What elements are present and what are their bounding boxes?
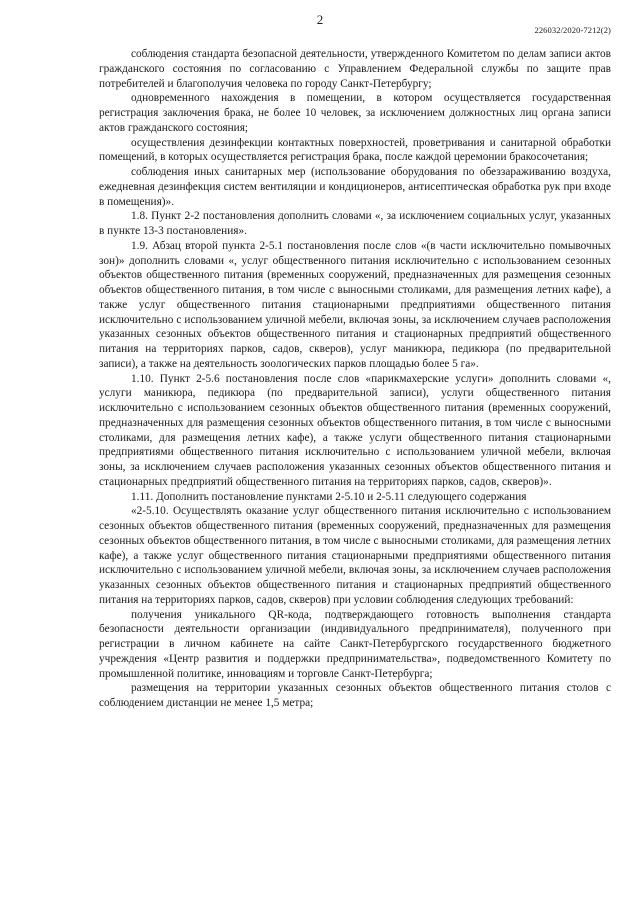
paragraph-1-10: 1.10. Пункт 2-5.6 постановления после слов «парикмахерские услуги» дополнить словами «, услуги маникюра, педикюра (по предварительной записи), услуги общественного питания исключительно с использованием сезонных объектов общественного питания (временных сооружений, предназначенных для размещения сезонных объектов общественного питания, в том числе с выносными столиками, для размещения летних кафе), а также услуги общественного питания стационарными предприятиями общественного питания исключительно с использованием уличной мебели, включая зоны, за исключением случаев расположения указанных сезонных объектов общественного питания и стационарных предприятий общественного питания на территориях парков, садов, скверов)». xyxy=(99,372,611,488)
paragraph-1-8: 1.8. Пункт 2-2 постановления дополнить словами «, за исключением социальных услуг, указанных в пункте 13-3 постановления». xyxy=(99,210,611,237)
paragraph-2-5-10: «2-5.10. Осуществлять оказание услуг общественного питания исключительно с использованием сезонных объектов общественного питания (временных сооружений, предназначенных для размещения сезонных объектов общественного питания, в том числе с выносными столиками, для размещения летних кафе), а также услуг общественного питания стационарными предприятиями общественного питания исключительно с использованием уличной мебели, включая зоны, за исключением случаев расположения указанных сезонных объектов общественного питания и стационарных предприятий общественного питания на территориях парков, садов, скверов) при условии соблюдения следующих требований: xyxy=(99,505,611,606)
document-body xyxy=(99,47,611,711)
paragraph-sanitary-measures: соблюдения иных санитарных мер (использование оборудования по обеззараживанию воздуха, ежедневная дезинфекция систем вентиляции и кондиционеров, антисептическая обработка рук при входе в помещения)». xyxy=(99,166,611,208)
page-number: 2 xyxy=(316,12,324,27)
document-id: 226032/2020-7212(2) xyxy=(534,25,611,35)
paragraph-1-9: 1.9. Абзац второй пункта 2-5.1 постановления после слов «(в части исключительно помывочных зон)» дополнить словами «, услуг общественного питания исключительно с использованием сезонных объектов общественного питания (временных сооружений, предназначенных для размещения сезонных объектов общественного питания, в том числе с выносными столиками, для размещения летних кафе), а также услуг общественного питания стационарными предприятиями общественного питания исключительно с использованием уличной мебели, включая зоны, за исключением случаев расположения указанных сезонных объектов общественного питания и стационарных предприятий общественного питания на территориях парков, садов, скверов), услуг маникюра, педикюра (по предварительной записи), а также на деятельность зоологических парков площадью более 5 га». xyxy=(99,239,611,370)
paragraph-standard-compliance: соблюдения стандарта безопасной деятельности, утвержденного Комитетом по делам записи актов гражданского состояния по согласованию с Управлением Федеральной службы по защите прав потребителей и благополучия человека по городу Санкт-Петербургу; xyxy=(99,48,611,90)
paragraph-table-distance: размещения на территории указанных сезонных объектов общественного питания столов с соблюдением дистанции не менее 1,5 метра; xyxy=(99,682,611,709)
paragraph-disinfection: осуществления дезинфекции контактных поверхностей, проветривания и санитарной обработки помещений, в которых осуществляется регистрация брака, после каждой церемонии бракосочетания; xyxy=(99,136,611,164)
paragraph-occupancy-limit: одновременного нахождения в помещении, в котором осуществляется государственная регистрация заключения брака, не более 10 человек, за исключением должностных лиц органа записи актов гражданского состояния; xyxy=(99,92,611,134)
paragraph-qr-code: получения уникального QR-кода, подтверждающего готовность выполнения стандарта безопасности деятельности организации (индивидуального предпринимателя), полученного при регистрации в личном кабинете на сайте Санкт-Петербургского государственного бюджетного учреждения «Центр развития и поддержки предпринимательства», подведомственного Комитету по промышленной политике, инновациям и торговле Санкт-Петербурга; xyxy=(99,608,611,680)
paragraph-1-11: 1.11. Дополнить постановление пунктами 2-5.10 и 2-5.11 следующего содержания xyxy=(131,490,527,503)
